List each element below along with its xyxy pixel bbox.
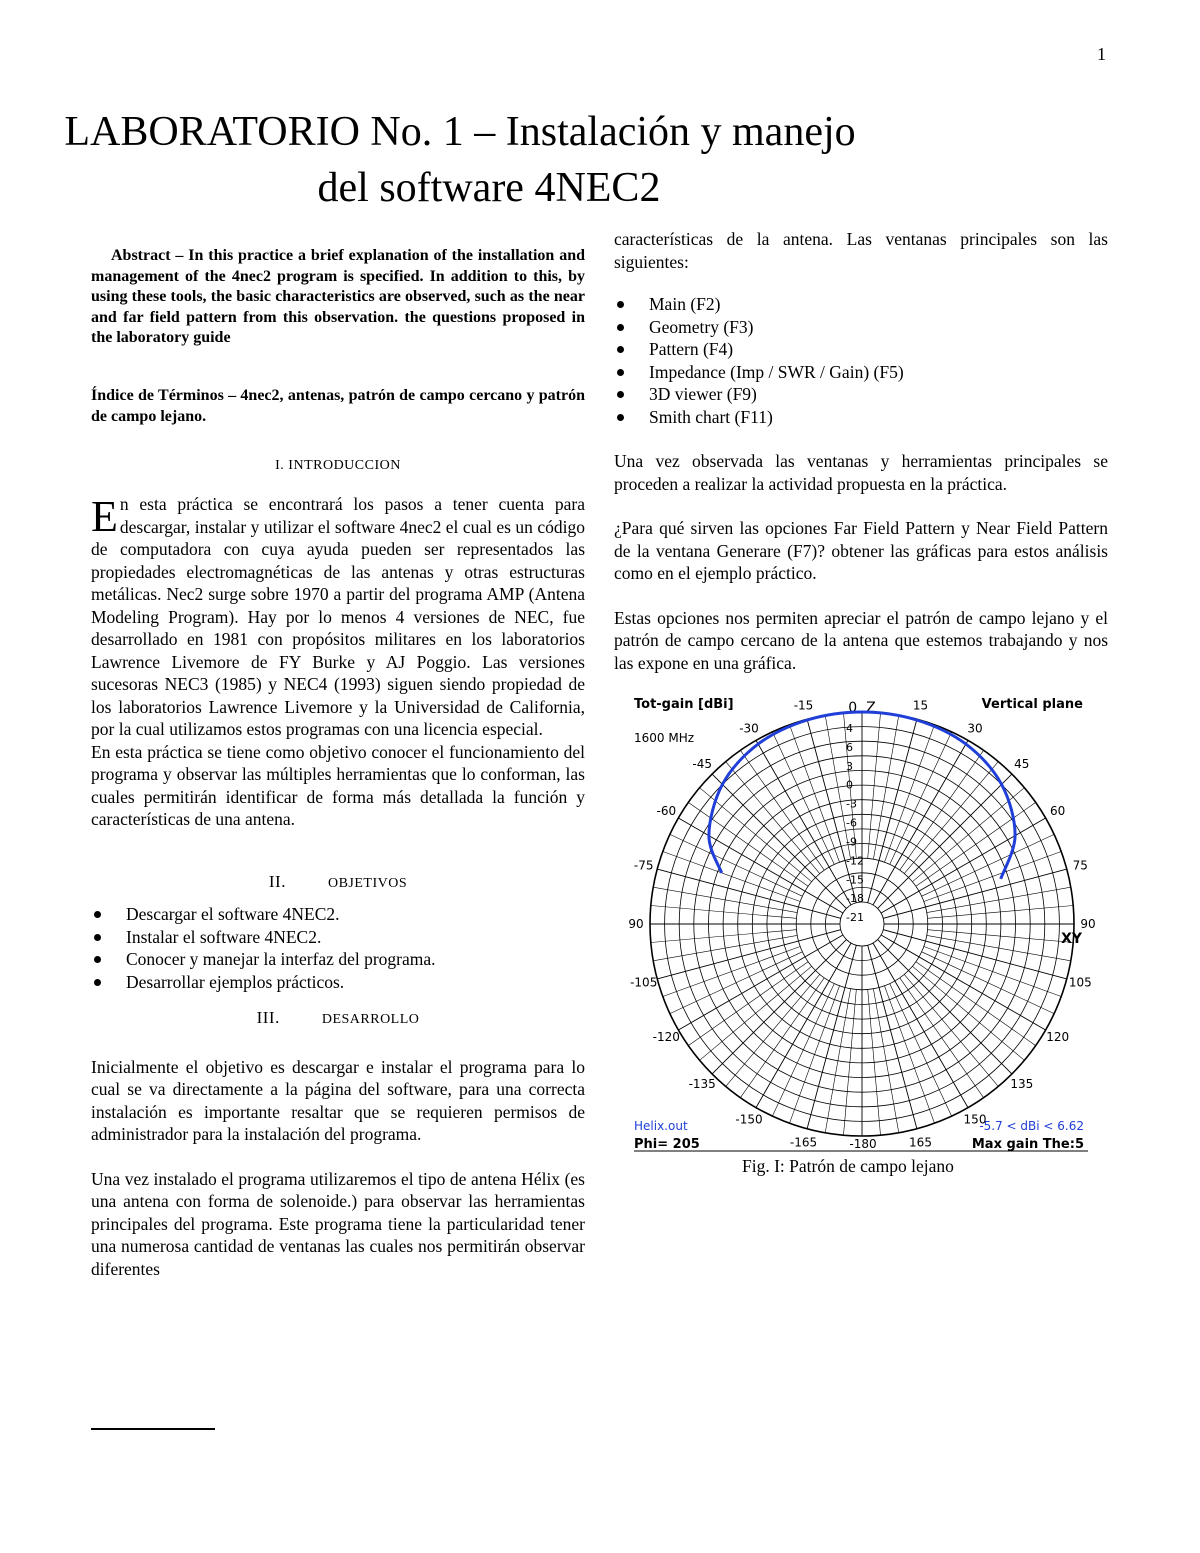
radial-label: 6 [846,740,853,754]
objetivos-heading [91,871,585,896]
grid-spoke [883,869,1067,918]
footnote-rule [91,1428,215,1430]
intro-heading: I. INTRODUCCION [275,457,401,473]
list-item: 3D viewer (F9) [614,383,1108,406]
radial-label: -12 [846,854,864,868]
grid-spoke [890,732,952,864]
radial-label: 3 [846,759,853,773]
right-paragraph-2: Una vez observada las ventanas y herramientas principales se proceden a realizar la actividad propuesta en la práctica. [614,451,1108,494]
grid-spoke [868,945,917,1129]
far-field-figure [628,692,1096,1152]
polar-chart [628,692,1096,1152]
angle-label: 15 [912,698,929,713]
radial-label: -9 [846,835,857,849]
radial-label: -15 [846,873,864,887]
desarrollo-paragraph-2: Una vez instalado el programa utilizaremos el tipo de antena Hélix (es una antena con forma de solenoide.) para observar las herramientas principales del programa. Este programa tiene la particularidad tener una numerosa cantidad de ventanas las cuales nos permitirán observar diferentes [91,1168,585,1279]
list-item: Conocer y manejar la interfaz del programa. [91,948,585,971]
list-item: Desarrollar ejemplos prácticos. [91,971,585,994]
angle-label: -105 [630,975,658,990]
radial-label: 0 [846,778,853,792]
left-column [91,246,585,1280]
grid-spoke [873,740,968,905]
radial-label: -3 [846,797,857,811]
chart-title: Tot-gain [dBi] [634,697,734,712]
radial-label: 4 [846,722,853,735]
right-paragraph-4: Estas opciones nos permiten apreciar el patrón de campo lejano y el patrón de campo cercano de la antena que estemos trabajando y nos las expone en una gráfica. [614,607,1108,673]
chart-frequency: 1600 MHz [634,731,695,745]
windows-list [614,293,1108,428]
figure-caption: Fig. I: Patrón de campo lejano [742,1156,954,1176]
page-number: 1 [1097,44,1106,64]
chart-bottom-angle-label: -180 [849,1137,877,1151]
grid-spoke [873,943,968,1108]
desarrollo-heading [91,1007,585,1032]
chart-top-label: 0 Z [848,700,876,716]
grid-spoke [700,966,812,1060]
grid-spoke [670,834,802,896]
index-terms: Índice de Términos – 4nec2, antenas, patrón de campo cercano y patrón de campo lejano. [91,386,585,425]
chart-max-gain-label: Max gain The:5 [971,1137,1084,1152]
grid-spoke [927,935,1071,960]
angle-label: 30 [967,721,983,736]
grid-spoke [670,952,802,1014]
list-item: Geometry (F3) [614,316,1108,339]
list-item: Pattern (F4) [614,338,1108,361]
chart-range-label: -5.7 < dBi < 6.62 [979,1119,1084,1133]
angle-label: 120 [1046,1030,1070,1044]
desarrollo-paragraph-1: Inicialmente el objetivo es descargar e instalar el programa para lo cual se va directamente a la página del software, para una correcta instalación es importante resaltar que se requieren permisos de administrador para la instalación del programa. [91,1056,585,1144]
grid-spoke [873,989,898,1133]
grid-spoke [873,715,898,859]
angle-label: -75 [633,858,654,873]
abstract [91,246,585,349]
chart-xy-label: XY [1061,931,1082,947]
angle-label: -165 [789,1135,818,1150]
grid-spoke [772,732,834,864]
angle-label: -15 [793,698,814,713]
grid-spoke [883,930,1067,979]
grid-spoke [881,935,1046,1030]
radial-label: -6 [846,816,857,830]
grid-spoke [772,984,834,1116]
intro-paragraph-2: En esta práctica se tiene como objetivo conocer el funcionamiento del programa y observar las múltiples herramientas que lo conforman, las cuales permitirán identificar de forma más detallada la función y características de una antena. [91,741,585,829]
polar-radial-labels [846,722,864,924]
angle-label: -150 [735,1112,763,1127]
grid-spoke [726,974,820,1086]
grid-spoke [881,818,1046,913]
title-line-2: del software 4NEC2 [317,165,661,211]
chart-file-label: Helix.out [634,1119,688,1133]
objetivos-list [91,903,585,993]
grid-spoke [678,818,843,913]
chart-phi-label: Phi= 205 [634,1137,700,1152]
dropcap: E [91,492,118,541]
chart-plane-label: Vertical plane [981,697,1083,712]
title-line-1: LABORATORIO No. 1 – Instalación y manejo [64,109,856,155]
grid-spoke [756,740,851,905]
grid-spoke [726,762,820,874]
desarrollo-title: DESARROLLO [321,1012,420,1027]
angle-label: 45 [1014,757,1030,772]
grid-spoke [904,974,998,1086]
desarrollo-num: III. [256,1008,280,1027]
grid-spoke [756,943,851,1108]
angle-label: -45 [692,757,713,772]
paper-title [0,104,920,216]
angle-label: 90 [1080,917,1096,931]
intro-body [91,493,585,831]
grid-spoke [904,762,998,874]
grid-spoke [653,887,797,912]
angle-label: -120 [652,1030,680,1044]
grid-spoke [825,989,850,1133]
angle-label: -60 [656,804,677,818]
angle-label: 90 [628,917,644,931]
objetivos-num: II. [268,871,286,891]
grid-spoke [890,984,952,1116]
angle-label: 60 [1050,804,1066,818]
right-column [614,228,1108,674]
angle-label: 150 [963,1112,987,1127]
grid-spoke [912,966,1024,1060]
radial-label: -18 [846,892,864,906]
grid-spoke [927,887,1071,912]
grid-spoke [868,719,917,903]
grid-spoke [657,869,841,918]
list-item: Descargar el software 4NEC2. [91,903,585,926]
grid-spoke [678,935,843,1030]
objetivos-title: OBJETIVOS [327,875,408,891]
grid-spoke [922,834,1054,896]
abstract-text: Abstract – In this practice a brief explanation of the installation and management of the 4nec2 program is specified. In addition to this, by using these tools, the basic characteristics are observed, such as the near and far field pattern from this observation. the questions proposed in the laboratory guide [91,247,585,346]
intro-paragraph-1 [91,493,585,741]
grid-spoke [653,935,797,960]
intro-paragraph-1-text: n esta práctica se encontrará los pasos a tener cuenta para descargar, instalar y utilizar el software 4nec2 el cual es un código de computadora con cuya ayuda pueden ser representados las propiedades electromagnéticas de las antenas y otras estructuras metálicas. Nec2 surge sobre 1970 a partir del programa AMP (Antena Modeling Program). Hay por lo menos 4 versiones de NEC, fue desarrollado en 1981 con propósitos militares en los laboratorios Lawrence Livemore de FY Burke y AJ Poggio. Las versiones sucesoras NEC3 (1985) y NEC4 (1993) siguen siendo propiedad de los laboratorios Lawrence Livemore y la Universidad de California, por la cual utilizamos estos programas con una licencia especial. [91,494,585,739]
list-item: Main (F2) [614,293,1108,316]
grid-spoke [922,952,1054,1014]
grid-spoke [657,930,841,979]
angle-label: 105 [1068,975,1092,990]
right-paragraph-1: características de la antena. Las ventanas principales son las siguientes: [614,229,1108,272]
list-item: Impedance (Imp / SWR / Gain) (F5) [614,361,1108,384]
angle-label: 135 [1010,1076,1034,1091]
angle-label: -135 [688,1076,716,1091]
list-item: Instalar el software 4NEC2. [91,926,585,949]
right-paragraph-3: ¿Para qué sirven las opciones Far Field Pattern y Near Field Pattern de la ventana Generare (F7)? obtener las gráficas para estos análisis como en el ejemplo práctico. [614,518,1108,583]
radial-label: -21 [846,911,864,925]
list-item: Smith chart (F11) [614,406,1108,429]
grid-spoke [807,945,856,1129]
angle-label: 165 [909,1135,932,1150]
angle-label: -30 [739,721,759,736]
angle-label: 75 [1072,858,1088,873]
